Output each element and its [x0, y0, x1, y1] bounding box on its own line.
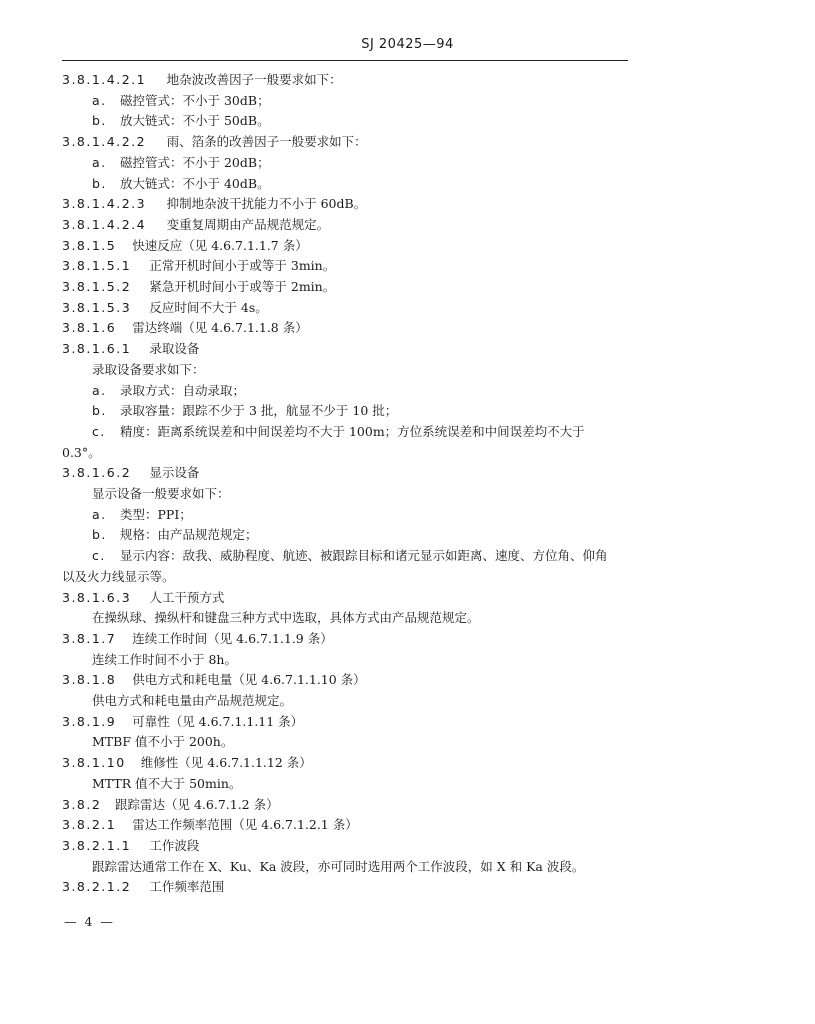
- clause-number: 3.8.1.6: [62, 320, 117, 336]
- clause-number: 3.8.1.4.2.1: [62, 72, 147, 87]
- clause-text: 精度：距离系统误差和中间误差均不大于 100m；方位系统误差和中间误差均不大于: [120, 423, 585, 439]
- clause-number: 3.8.1.6.2: [62, 465, 132, 481]
- clause-number: 3.8.1.10: [62, 755, 126, 771]
- clause-text: 磁控管式：不小于 30dB；: [120, 92, 270, 108]
- header-rule: [62, 60, 628, 61]
- clause-text: 录取方式：自动录取；: [120, 382, 246, 398]
- clause-text: 反应时间不大于 4s。: [149, 299, 268, 315]
- clause-number: 3.8.1.4.2.2: [62, 134, 147, 150]
- clause-text: 放大链式：不小于 50dB。: [120, 113, 270, 129]
- clause-number: b.: [92, 527, 107, 543]
- clause-text: 显示设备一般要求如下：: [92, 486, 230, 501]
- clause-number: 3.8.1.4.2.3: [62, 196, 147, 212]
- clause-text: 雨、箔条的改善因子一般要求如下：: [166, 134, 367, 150]
- clause-number: b.: [92, 175, 107, 191]
- clause-number: b.: [92, 403, 107, 419]
- clause-text: 工作波段: [149, 837, 200, 853]
- clause-number: 3.8.2.1: [62, 817, 117, 833]
- clause-text: 录取容量：跟踪不少于 3 批，航显不少于 10 批；: [120, 403, 398, 419]
- clause-number: b.: [92, 113, 107, 129]
- clause-text: 抑制地杂波干扰能力不小于 60dB。: [166, 196, 367, 212]
- clause-number: 3.8.1.8: [62, 672, 117, 688]
- clause-text: 人工干预方式: [149, 589, 225, 605]
- clause-text: 跟踪雷达通常工作在 X、Ku、Ka 波段，亦可同时选用两个工作波段，如 X 和 Ka 波段。: [92, 858, 585, 874]
- clause-text: 供电方式和耗电量（见 4.6.7.1.1.10 条）: [132, 672, 366, 688]
- clause-number: 3.8.1.7: [62, 630, 117, 646]
- clause-number: 3.8.2.1.2: [62, 879, 132, 895]
- clause-text: 录取设备要求如下：: [92, 361, 205, 377]
- clause-text: 磁控管式：不小于 20dB；: [120, 154, 270, 170]
- standard-code-header: SJ 20425—94: [361, 37, 454, 52]
- clause-number: c.: [92, 423, 106, 439]
- clause-text: 紧急开机时间小于或等于 2min。: [149, 279, 336, 294]
- clause-number: 3.8.1.5: [62, 237, 117, 253]
- clause-text: 放大链式：不小于 40dB。: [120, 175, 270, 191]
- clause-number: 3.8.1.5.2: [62, 279, 132, 294]
- clause-text: 维修性（见 4.6.7.1.1.12 条）: [140, 755, 312, 771]
- clause-number: 3.8.1.5.3: [62, 299, 132, 315]
- clause-text: 规格：由产品规范规定；: [120, 527, 258, 543]
- clause-text: 录取设备: [149, 341, 200, 357]
- clause-text: 显示内容：敌我、威胁程度、航迹、被跟踪目标和诸元显示如距离、速度、方位角、仰角: [120, 548, 608, 564]
- clause-number: 3.8.1.9: [62, 713, 117, 729]
- clause-text: 类型：PPI；: [120, 506, 192, 522]
- clause-text: 快速反应（见 4.6.7.1.1.7 条）: [132, 237, 308, 253]
- clause-number: a.: [92, 92, 107, 108]
- clause-text: 以及火力线显示等。: [62, 568, 175, 584]
- clause-number: 3.8.2.1.1: [62, 837, 132, 853]
- clause-number: 3.8.1.4.2.4: [62, 216, 147, 232]
- clause-text: 正常开机时间小于或等于 3min。: [149, 258, 336, 274]
- clause-text: 跟踪雷达（见 4.6.7.1.2 条）: [115, 796, 279, 812]
- clause-number: 3.8.1.5.1: [62, 258, 132, 274]
- clause-text: 变重复周期由产品规范规定。: [166, 216, 330, 232]
- clause-number: a.: [92, 382, 107, 398]
- clause-text: 雷达工作频率范围（见 4.6.7.1.2.1 条）: [132, 817, 358, 833]
- clause-number: 3.8.1.6.1: [62, 341, 132, 357]
- clause-text: 地杂波改善因子一般要求如下：: [166, 72, 342, 87]
- clause-text: 连续工作时间不小于 8h。: [92, 651, 237, 667]
- clause-text: 0.3°。: [62, 444, 101, 460]
- clause-number: 3.8.1.6.3: [62, 589, 132, 605]
- clause-text: 显示设备: [149, 465, 200, 481]
- clause-text: 工作频率范围: [149, 879, 225, 895]
- clause-text: 供电方式和耗电量由产品规范规定。: [92, 693, 293, 708]
- clause-text: MTBF 值不小于 200h。: [92, 734, 234, 750]
- clause-number: a.: [92, 154, 107, 170]
- clause-number: a.: [92, 506, 107, 522]
- clause-text: 在操纵球、操纵杆和键盘三种方式中选取，具体方式由产品规范规定。: [92, 610, 480, 626]
- page-number: — 4 —: [64, 914, 115, 929]
- clause-text: 雷达终端（见 4.6.7.1.1.8 条）: [132, 320, 308, 336]
- clause-text: MTTR 值不大于 50min。: [92, 775, 242, 791]
- clause-number: 3.8.2: [62, 796, 102, 812]
- clause-number: c.: [92, 548, 106, 564]
- clause-text: 可靠性（见 4.6.7.1.1.11 条）: [132, 713, 304, 729]
- clause-text: 连续工作时间（见 4.6.7.1.1.9 条）: [132, 630, 333, 646]
